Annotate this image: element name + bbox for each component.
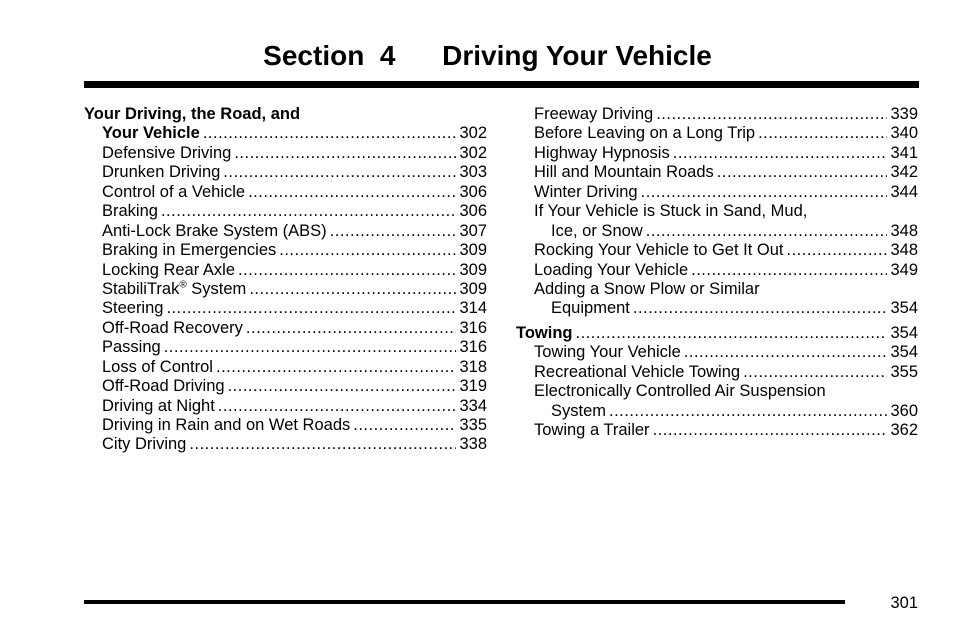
toc-entry[interactable]: Loss of Control ..... 318 xyxy=(84,358,487,377)
toc-entry[interactable]: Driving in Rain and on Wet Roads ..... 335 xyxy=(84,416,487,435)
dot-leader xyxy=(633,299,888,318)
dot-leader xyxy=(684,343,888,362)
toc-entry[interactable]: Towing Your Vehicle ..... 354 xyxy=(516,343,918,362)
dot-leader xyxy=(161,202,457,221)
toc-entry[interactable]: Rocking Your Vehicle to Get It Out ..... 348 xyxy=(516,241,918,260)
toc-entry[interactable]: System ..... 360 xyxy=(516,402,918,421)
dot-leader xyxy=(166,299,456,318)
toc-entry[interactable]: Before Leaving on a Long Trip ..... 340 xyxy=(516,124,918,143)
toc-entry[interactable]: Highway Hypnosis ..... 341 xyxy=(516,144,918,163)
toc-entry[interactable]: Passing ..... 316 xyxy=(84,338,487,357)
dot-leader xyxy=(743,363,887,382)
page-number: 301 xyxy=(890,594,918,612)
registered-mark: ® xyxy=(179,279,187,291)
toc-entry[interactable]: Recreational Vehicle Towing ..... 355 xyxy=(516,363,918,382)
toc-entry[interactable]: Equipment ..... 354 xyxy=(516,299,918,318)
toc-entry[interactable]: Drunken Driving ..... 303 xyxy=(84,163,487,182)
dot-leader xyxy=(234,144,456,163)
toc-entry[interactable]: Hill and Mountain Roads ..... 342 xyxy=(516,163,918,182)
dot-leader xyxy=(656,105,887,124)
toc-entry-wrapped-line[interactable]: Adding a Snow Plow or Similar xyxy=(534,279,760,298)
toc-group-heading: Your Driving, the Road, and xyxy=(84,105,301,123)
dot-leader xyxy=(238,261,456,280)
footer-rule xyxy=(84,600,845,604)
toc-entry[interactable]: Driving at Night ..... 334 xyxy=(84,397,487,416)
dot-leader xyxy=(248,183,456,202)
dot-leader xyxy=(164,338,457,357)
dot-leader xyxy=(218,397,457,416)
toc-entry[interactable]: City Driving ..... 338 xyxy=(84,435,487,454)
dot-leader xyxy=(646,222,888,241)
toc-entry-wrapped-line[interactable]: Electronically Controlled Air Suspension xyxy=(534,382,826,401)
toc-right-column xyxy=(516,105,918,440)
dot-leader xyxy=(786,241,887,260)
toc-entry[interactable]: Braking ..... 306 xyxy=(84,202,487,221)
toc-entry[interactable]: Freeway Driving ..... 339 xyxy=(516,105,918,124)
toc-left-column xyxy=(84,105,487,455)
toc-entry[interactable]: Anti-Lock Brake System (ABS) ..... 307 xyxy=(84,222,487,241)
toc-entry[interactable]: Your Vehicle ..... 302 xyxy=(84,124,487,143)
dot-leader xyxy=(691,261,887,280)
page-title: Section 4 Driving Your Vehicle xyxy=(263,40,712,71)
dot-leader xyxy=(353,416,456,435)
dot-leader xyxy=(673,144,888,163)
toc-entry[interactable]: Ice, or Snow ..... 348 xyxy=(516,222,918,241)
toc-entry[interactable]: Off-Road Recovery ..... 316 xyxy=(84,319,487,338)
dot-leader xyxy=(653,421,888,440)
toc-entry[interactable]: Locking Rear Axle ..... 309 xyxy=(84,261,487,280)
dot-leader xyxy=(246,319,457,338)
toc-entry[interactable]: Control of a Vehicle ..... 306 xyxy=(84,183,487,202)
toc-entry[interactable]: Off-Road Driving ..... 319 xyxy=(84,377,487,396)
toc-entry[interactable]: Steering ..... 314 xyxy=(84,299,487,318)
dot-leader xyxy=(758,124,887,143)
dot-leader xyxy=(576,324,888,343)
dot-leader xyxy=(189,435,456,454)
dot-leader xyxy=(641,183,888,202)
dot-leader xyxy=(717,163,888,182)
toc-entry-wrapped-line[interactable]: If Your Vehicle is Stuck in Sand, Mud, xyxy=(534,202,808,221)
dot-leader xyxy=(609,402,887,421)
dot-leader xyxy=(330,222,457,241)
dot-leader xyxy=(223,163,456,182)
dot-leader xyxy=(203,124,457,143)
toc-section-towing[interactable]: Towing ..... 354 xyxy=(516,324,918,343)
toc-entry[interactable]: Loading Your Vehicle ..... 349 xyxy=(516,261,918,280)
toc-entry[interactable]: Braking in Emergencies ..... 309 xyxy=(84,241,487,260)
toc-entry[interactable]: Winter Driving ..... 344 xyxy=(516,183,918,202)
toc-entry[interactable]: Towing a Trailer ..... 362 xyxy=(516,421,918,440)
dot-leader xyxy=(279,241,456,260)
dot-leader xyxy=(216,358,456,377)
dot-leader xyxy=(249,280,456,299)
dot-leader xyxy=(228,377,457,396)
title-rule xyxy=(84,81,919,88)
toc-entry[interactable]: Defensive Driving ..... 302 xyxy=(84,144,487,163)
toc-entry[interactable]: StabiliTrak® System ..... 309 xyxy=(84,280,487,299)
